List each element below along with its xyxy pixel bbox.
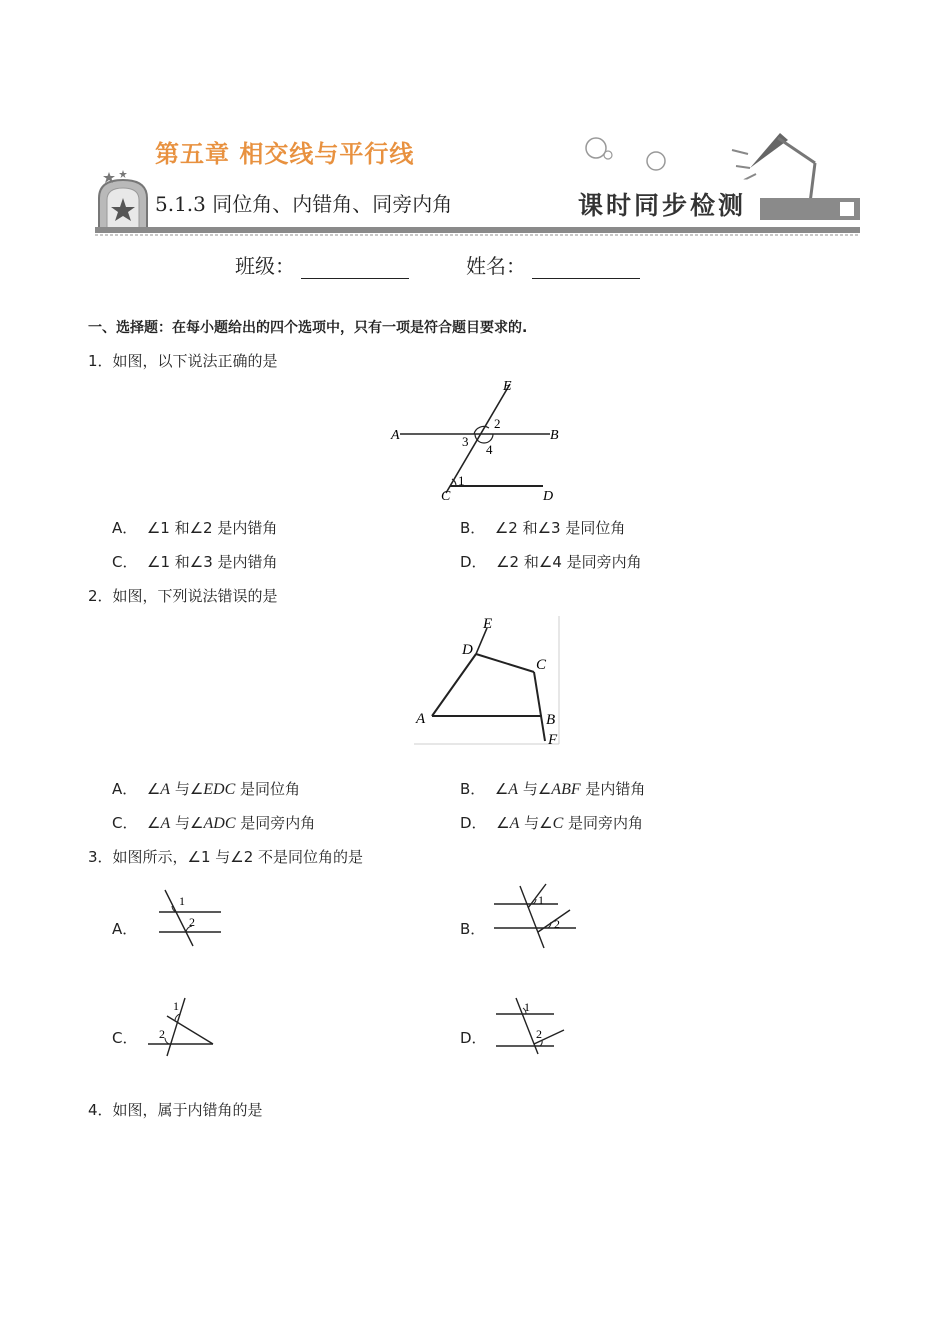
angle-label-2: 2 [554, 917, 560, 931]
q1-option-b[interactable]: B． ∠2 和∠3 是同位角 [460, 519, 626, 537]
q3-figure-c [145, 994, 220, 1058]
label-F: F [548, 732, 558, 748]
angle-label-2: 2 [536, 1027, 542, 1041]
label-B: B [546, 712, 556, 728]
q3-option-a[interactable]: A． [112, 920, 138, 938]
small-star-icon-2 [119, 170, 127, 178]
header-emblem [95, 170, 155, 230]
chapter-title: 第五章 相交线与平行线 [155, 140, 415, 168]
angle-label-2: 2 [494, 416, 501, 431]
label-D: D [462, 642, 473, 658]
q2-figure [412, 614, 564, 748]
q4-stem: 4．如图，属于内错角的是 [88, 1101, 263, 1119]
q3-option-c[interactable]: C． [112, 1029, 138, 1047]
q1-option-a[interactable]: A． ∠1 和∠2 是内错角 [112, 519, 278, 537]
q2-option-a[interactable]: A． ∠A 与∠EDC 是同位角 [112, 780, 301, 798]
angle-label-4: 4 [486, 442, 493, 457]
label-C: C [441, 489, 451, 504]
class-label: 班级： [235, 254, 295, 278]
badge-title: 课时同步检测 [578, 191, 747, 220]
angle-label-3: 3 [462, 434, 469, 449]
angle-label-1: 1 [538, 893, 544, 907]
header-divider [95, 222, 860, 232]
q2-stem: 2．如图，下列说法错误的是 [88, 587, 278, 605]
q3-option-d[interactable]: D． [460, 1029, 487, 1047]
angle-label-1: 1 [179, 894, 185, 908]
name-blank[interactable] [532, 258, 640, 279]
class-field[interactable] [235, 250, 409, 279]
q3-figure-a [155, 886, 225, 950]
angle-label-1: 1 [173, 999, 179, 1013]
label-A: A [416, 711, 426, 727]
angle-label-2: 2 [159, 1027, 165, 1041]
angle-label-1: 1 [524, 1000, 530, 1014]
angle-label-1: 1 [458, 473, 465, 488]
q1-option-d[interactable]: D． ∠2 和∠4 是同旁内角 [460, 553, 642, 571]
class-blank[interactable] [301, 258, 409, 279]
label-C: C [536, 657, 547, 673]
name-label: 姓名： [466, 254, 526, 278]
part1-heading: 一、选择题：在每小题给出的四个选项中，只有一项是符合题目要求的. [88, 320, 528, 336]
q3-stem: 3．如图所示，∠1 与∠2 不是同位角的是 [88, 848, 364, 866]
label-A: A [391, 428, 400, 443]
bubbles-decoration [580, 135, 680, 175]
q3-option-b[interactable]: B． [460, 920, 486, 938]
q1-stem: 1．如图，以下说法正确的是 [88, 352, 278, 370]
label-E: E [503, 379, 512, 394]
q3-figure-b [490, 882, 580, 950]
section-title: 5.1.3 同位角、内错角、同旁内角 [155, 192, 453, 216]
q2-option-d[interactable]: D． ∠A 与∠C 是同旁内角 [460, 814, 644, 832]
label-D: D [543, 489, 554, 504]
q3-figure-d [492, 994, 572, 1058]
q1-figure [388, 376, 563, 504]
q1-option-c[interactable]: C． ∠1 和∠3 是内错角 [112, 553, 278, 571]
q2-option-b[interactable]: B． ∠A 与∠ABF 是内错角 [460, 780, 646, 798]
name-field[interactable] [466, 250, 640, 279]
label-E: E [483, 616, 493, 632]
angle-label-2: 2 [189, 915, 195, 929]
q2-option-c[interactable]: C． ∠A 与∠ADC 是同旁内角 [112, 814, 316, 832]
label-B: B [550, 428, 559, 443]
